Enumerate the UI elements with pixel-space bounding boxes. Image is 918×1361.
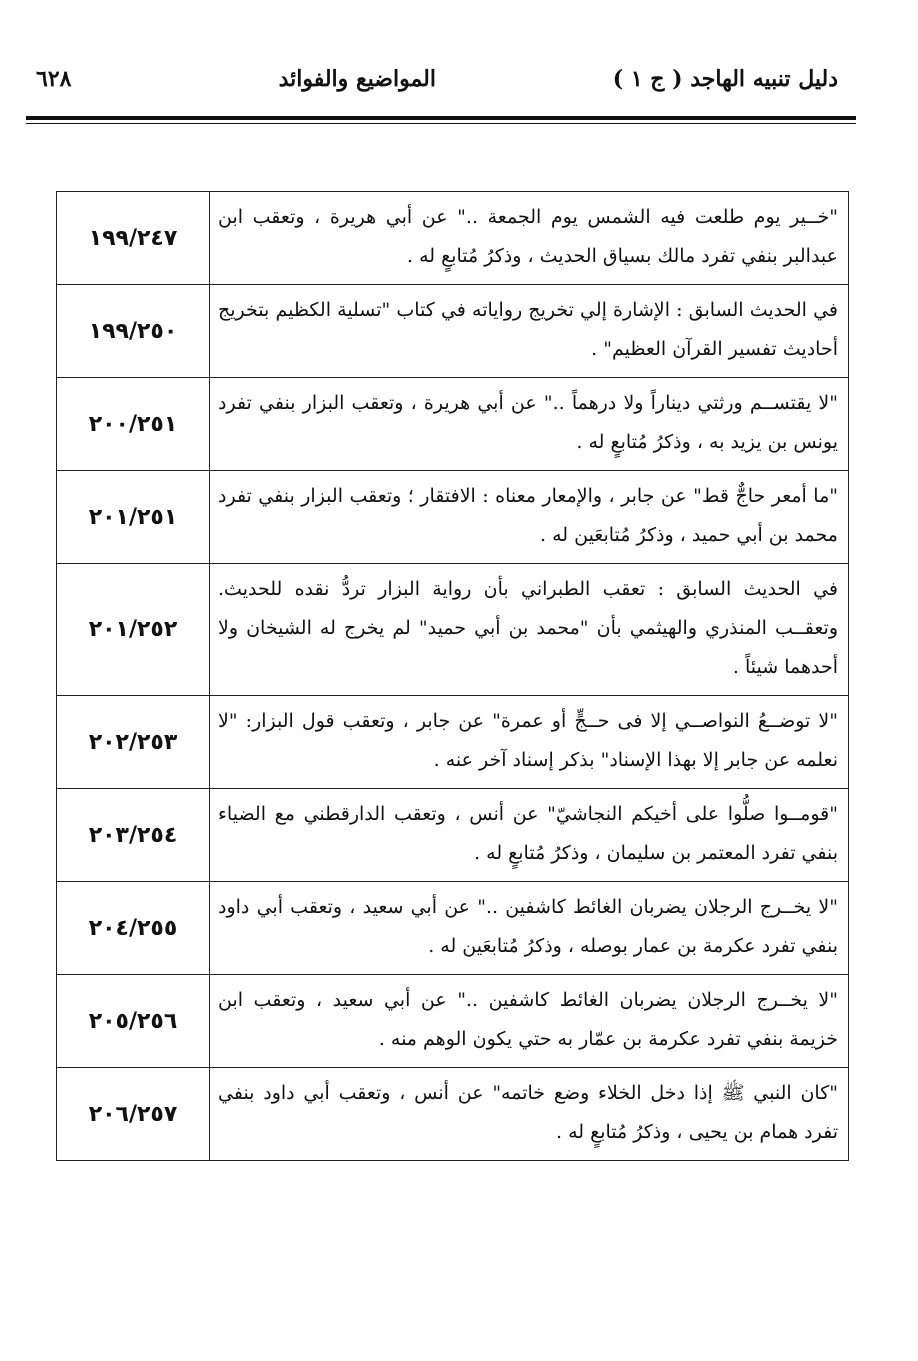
entry-text: "لا يخــرج الرجلان يضربان الغائط كاشفين .." عن أبي سعيد ، وتعقب أبي داود بنفي تفرد عكرمة بن عمار بوصله ، وذكرُ مُتابعَين له .	[210, 882, 849, 975]
entry-text: في الحديث السابق : تعقب الطبراني بأن رواية البزار تردُّ نقده للحديث. وتعقــب المنذري والهيثمي بأن "محمد بن أبي حميد" لم يخرج له الشيخان ولا أحدهما شيئاً .	[210, 564, 849, 696]
table-row	[57, 471, 849, 564]
entry-ref: ١٩٩/٢٥٠	[57, 285, 210, 378]
entry-text: "لا يخــرج الرجلان يضربان الغائط كاشفين .." عن أبي سعيد ، وتعقب ابن خزيمة بنفي تفرد عكرمة بن عمّار به حتي يكون الوهم منه .	[210, 975, 849, 1068]
entry-text: "كان النبي ﷺ إذا دخل الخلاء وضع خاتمه" عن أنس ، وتعقب أبي داود بنفي تفرد همام بن يحيى ، وذكرُ مُتابعٍ له .	[210, 1068, 849, 1161]
entry-ref: ٢٠٥/٢٥٦	[57, 975, 210, 1068]
entry-text: في الحديث السابق : الإشارة إلي تخريج رواياته في كتاب "تسلية الكظيم بتخريج أحاديث تفسير القرآن العظيم" .	[210, 285, 849, 378]
table-row	[57, 696, 849, 789]
header-rule-thick	[26, 116, 856, 120]
entries-table	[56, 191, 849, 1161]
table-row	[57, 789, 849, 882]
entry-ref: ٢٠٤/٢٥٥	[57, 882, 210, 975]
table-row	[57, 285, 849, 378]
entry-ref: ٢٠١/٢٥٢	[57, 564, 210, 696]
entry-ref: ٢٠٢/٢٥٣	[57, 696, 210, 789]
table-row	[57, 882, 849, 975]
entry-text: "لا توضــعُ النواصــي إلا فى حــجٍّ أو عمرة" عن جابر ، وتعقب قول البزار: "لا نعلمه عن جابر إلا بهذا الإسناد" بذكر إسناد آخر عنه .	[210, 696, 849, 789]
entry-text: "خــير يوم طلعت فيه الشمس يوم الجمعة .." عن أبي هريرة ، وتعقب ابن عبدالبر بنفي تفرد مالك بسياق الحديث ، وذكرُ مُتابعٍ له .	[210, 192, 849, 285]
table-row	[57, 975, 849, 1068]
entry-ref: ٢٠٦/٢٥٧	[57, 1068, 210, 1161]
entry-text: "لا يقتســم ورثتي ديناراً ولا درهماً .." عن أبي هريرة ، وتعقب البزار بنفي تفرد يونس بن يزيد به ، وذكرُ مُتابعٍ له .	[210, 378, 849, 471]
table-row	[57, 378, 849, 471]
entry-text: "ما أمعر حاجٌّ قط" عن جابر ، والإمعار معناه : الافتقار ؛ وتعقب البزار بنفي تفرد محمد بن أبي حميد ، وذكرُ مُتابعَين له .	[210, 471, 849, 564]
section-title: المواضيع والفوائد	[278, 66, 436, 92]
entry-ref: ٢٠١/٢٥١	[57, 471, 210, 564]
page-header	[26, 56, 856, 106]
entry-ref: ٢٠٠/٢٥١	[57, 378, 210, 471]
table-row	[57, 564, 849, 696]
entry-ref: ١٩٩/٢٤٧	[57, 192, 210, 285]
book-title: دليل تنبيه الهاجد ( ج ١ )	[612, 66, 838, 92]
table-row	[57, 192, 849, 285]
header-rule-thin	[26, 123, 856, 124]
entry-text: "قومــوا صلُّوا على أخيكم النجاشيّ" عن أنس ، وتعقب الدارقطني مع الضياء بنفي تفرد المعتمر بن سليمان ، وذكرُ مُتابعٍ له .	[210, 789, 849, 882]
entry-ref: ٢٠٣/٢٥٤	[57, 789, 210, 882]
page-number: ٦٢٨	[36, 66, 72, 92]
table-row	[57, 1068, 849, 1161]
